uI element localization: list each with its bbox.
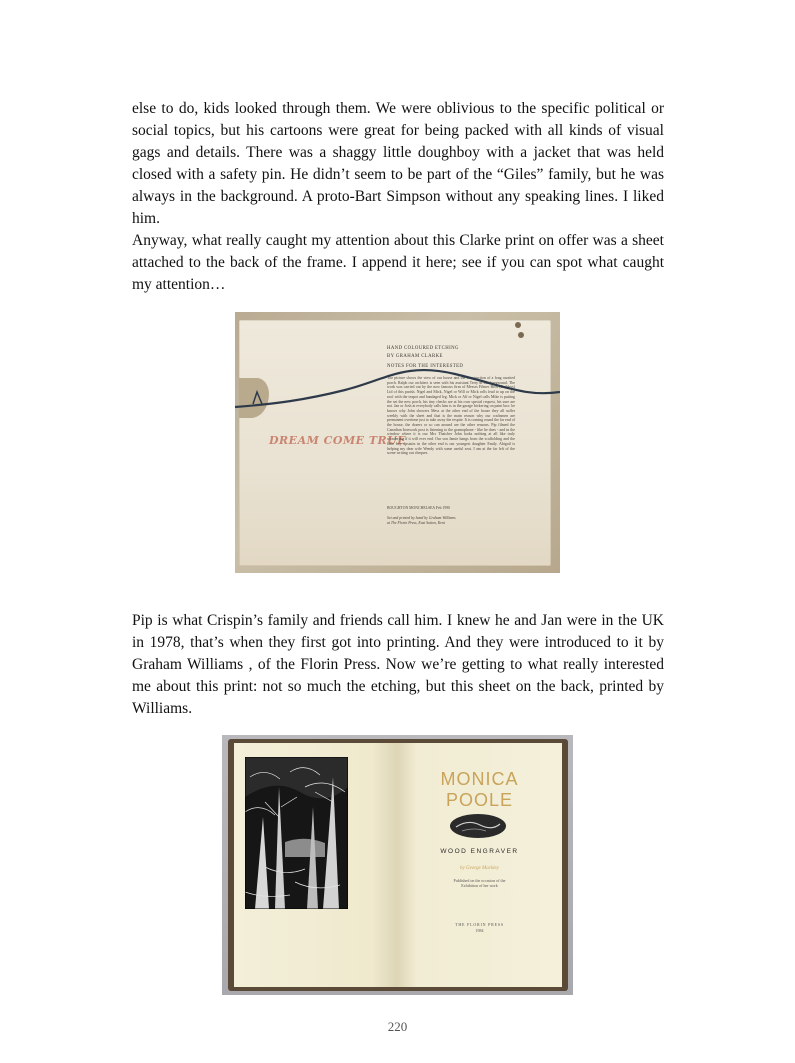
- book-note-line: Exhibition of her work: [461, 883, 498, 888]
- engraved-vignette: [448, 813, 508, 839]
- book-title-line: MONICA: [440, 769, 519, 789]
- book-author: by George Mackley: [460, 866, 499, 871]
- sheet-date: BOUGHTON MONCHELSEA Feb 1990: [387, 506, 451, 510]
- book-note-line: Published on the occasion of the: [453, 878, 506, 883]
- sheet-credit-line: Set and printed by hand by Graham Williams: [387, 516, 456, 520]
- sheet-photo: [235, 312, 560, 573]
- paragraph: else to do, kids looked through them. We were oblivious to the specific political or social topics, but his cartoons were great for being packed with all kinds of visual gags and details. There was a shaggy little doughboy with a jacket that was held closed with a safety pin. He didn’t seem to be part of the “Giles” family, but he was always in the background. A proto-Bart Simpson without any speaking lines. I liked him.: [132, 100, 664, 227]
- sheet-notes: The picture shows the view of our house and the construction of a long awaited porch. Ralph our architect is seen with his assistant Terry in the foreground. The work was carried out by the now famous firm of Messrs Filmer Bros (Builders) Ltd of this parish. Nigel and Mick, Nigel or Will or Mick rolls lead to up on the roof with the teapot and bandaged leg. Mick or Alf or Nigel calls Mike is putting the set the new porch, his tiny checks are at his own special request, his sure are not. Jan or Josh at everybody calls him is in the garage bickering on paint box: he knows why John showers Mess at the other end of the house they all suffer weekly with the sheet and that is the main reason why our craftsmen are permanent overtime just to take away the respite. It is coming round the far end of the house, the dozers or so can around are the other reasons. Pip filmed the Canadian Ironwork post is listening to the gramophone - like he does - and in the window where it is our Mrs Thatcher John looks nothing at all like truly wondering if it will ever end. Our son Jamie hangs from the scaffolding and the little boy upstairs in the other end is our youngest daughter Emily. Abigail is helping my dear wife Wendy with some useful seat. I am at the far left of the scene writing out cheques.: [387, 376, 515, 456]
- book-title-line: POOLE: [445, 790, 514, 810]
- book-year: 1984: [475, 928, 484, 933]
- book-subtitle: WOOD ENGRAVER: [440, 848, 519, 855]
- book-photo: [222, 735, 573, 995]
- print-title: DREAM COME TRUE: [269, 434, 407, 447]
- hanging-wire: [235, 312, 560, 573]
- sheet-heading-line: BY GRAHAM CLARKE: [387, 354, 443, 359]
- sheet-credit-line: at The Florin Press, East Sutton, Kent: [387, 521, 445, 525]
- sheet-heading-line: HAND COLOURED ETCHING: [387, 346, 459, 351]
- paragraph: Anyway, what really caught my attention about this Clarke print on offer was a sheet attached to the back of the frame. I append it here; see if you can spot what caught my attention…: [132, 232, 664, 293]
- sheet-heading-line: NOTES FOR THE INTERESTED: [387, 364, 464, 369]
- body-text-bottom: [132, 610, 664, 720]
- page-number: 220: [387, 1019, 408, 1034]
- book-publisher: THE FLORIN PRESS: [455, 922, 504, 927]
- wood-engraving-image: [245, 757, 348, 909]
- body-text-top: [132, 98, 664, 296]
- paragraph: Pip is what Crispin’s family and friends call him. I knew he and Jan were in the UK in 1978, that’s when they first got into printing. And they were introduced to it by Graham Williams , of the Florin Press. Now we’re getting to what really interested me about this print: not so much the etching, but this sheet on the back, printed by Williams.: [132, 612, 664, 717]
